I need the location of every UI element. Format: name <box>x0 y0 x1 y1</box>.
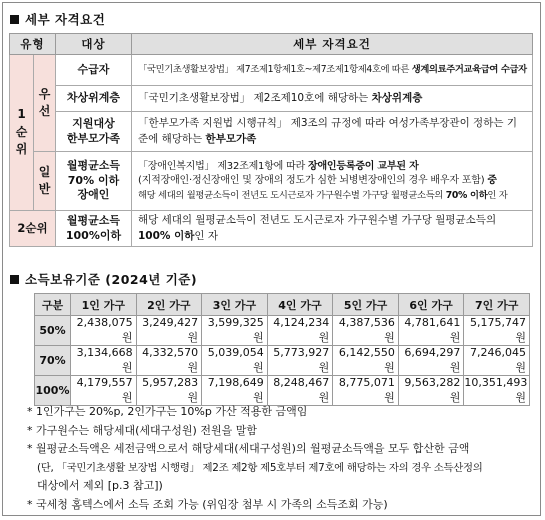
target-income-100: 월평균소득 100%이하 <box>56 211 132 247</box>
income-cell: 3,249,427원 <box>136 316 202 346</box>
desc-single-parent: 「한부모가족 지원법 시행규칙」 제3조의 규정에 따라 여성가족부장관이 정하는 기준에 해당하는 한부모가족 <box>132 112 533 152</box>
desc-recipient: 「국민기초생활보장법」 제7조제1항제1호~제7조제1항제4호에 따른 생계의료주거교육급여 수급자 <box>132 55 533 86</box>
square-bullet-icon <box>10 15 19 24</box>
footnote: * 1인가구는 20%p, 2인가구는 10%p 가산 적용한 금액임 <box>27 405 308 418</box>
income-header-cell: 구분 <box>35 294 71 316</box>
header-type: 유형 <box>10 34 56 55</box>
priority-2-label: 2순위 <box>10 211 56 247</box>
target-single-parent: 지원대상 한부모가족 <box>56 112 132 152</box>
income-header-cell: 7인 가구 <box>464 294 530 316</box>
income-table <box>34 293 530 406</box>
income-cell: 6,694,297원 <box>398 346 464 376</box>
income-cell: 7,246,045원 <box>464 346 530 376</box>
income-cell: 8,775,071원 <box>333 376 399 406</box>
section-title-requirements: 세부 자격요건 <box>10 10 105 28</box>
income-cell: 5,773,927원 <box>267 346 333 376</box>
footnote: * 월평균소득액은 세전금액으로서 해당세대(세대구성원)의 월평균소득액을 모두 합산한 금액 <box>27 442 470 455</box>
income-header-cell: 3인 가구 <box>202 294 268 316</box>
target-recipient: 수급자 <box>56 55 132 86</box>
income-header-cell: 6인 가구 <box>398 294 464 316</box>
target-disabled: 월평균소득 70% 이하 장애인 <box>56 152 132 211</box>
income-header-cell: 5인 가구 <box>333 294 399 316</box>
income-cell: 2,438,075원 <box>71 316 137 346</box>
income-cell: 4,781,641원 <box>398 316 464 346</box>
income-pct-label: 70% <box>35 346 71 376</box>
footnotes <box>27 403 532 514</box>
requirements-table <box>9 33 533 247</box>
header-target: 대상 <box>56 34 132 55</box>
income-header-row <box>35 294 530 316</box>
group-priority-label: 우 선 <box>34 55 56 152</box>
income-cell: 3,599,325원 <box>202 316 268 346</box>
desc-near-poverty: 「국민기초생활보장법」 제2조제10호에 해당하는 차상위계층 <box>132 86 533 112</box>
income-cell: 10,351,493원 <box>464 376 530 406</box>
priority-1-label: 1 순 위 <box>10 55 34 211</box>
income-row-100 <box>35 376 530 406</box>
target-near-poverty: 차상위계층 <box>56 86 132 112</box>
income-pct-label: 100% <box>35 376 71 406</box>
header-requirements: 세부 자격요건 <box>132 34 533 55</box>
group-general-label: 일 반 <box>34 152 56 211</box>
square-bullet-icon <box>10 275 19 284</box>
income-cell: 5,175,747원 <box>464 316 530 346</box>
desc-disabled: 「장애인복지법」 제32조제1항에 따라 장애인등록증이 교부된 자 (지적장애인·정신장애인 및 장애의 정도가 심한 뇌병변장애인의 경우 배우자 포함) 중 해당 세대의 월평균소득이 전년도 도시근로자 가구원수별 가구당 월평균소득의 70% 이하인 자 <box>132 152 533 211</box>
income-cell: 4,387,536원 <box>333 316 399 346</box>
income-header-cell: 4인 가구 <box>267 294 333 316</box>
income-cell: 6,142,550원 <box>333 346 399 376</box>
income-cell: 4,179,557원 <box>71 376 137 406</box>
income-cell: 9,563,282원 <box>398 376 464 406</box>
footnote: 대상에서 제외 [p.3 참고]) <box>37 479 163 492</box>
income-pct-label: 50% <box>35 316 71 346</box>
footnote: (단, 「국민기초생활 보장법 시행령」 제2조 제2항 제5호부터 제7호에 해당하는 자의 경우 소득산정의 <box>37 461 483 474</box>
income-cell: 5,039,054원 <box>202 346 268 376</box>
income-cell: 4,332,570원 <box>136 346 202 376</box>
footnote: * 국세청 홈텍스에서 소득 조회 가능 (위임장 첨부 시 가족의 소득조회 가능) <box>27 497 388 511</box>
desc-income-100: 해당 세대의 월평균소득이 전년도 도시근로자 가구원수별 가구당 월평균소득의 100% 이하인 자 <box>132 211 533 247</box>
requirements-header-row <box>10 34 533 55</box>
income-row-70 <box>35 346 530 376</box>
income-header-cell: 1인 가구 <box>71 294 137 316</box>
income-cell: 5,957,283원 <box>136 376 202 406</box>
income-cell: 4,124,234원 <box>267 316 333 346</box>
income-cell: 8,248,467원 <box>267 376 333 406</box>
income-header-cell: 2인 가구 <box>136 294 202 316</box>
income-cell: 7,198,649원 <box>202 376 268 406</box>
section-title-income: 소득보유기준 (2024년 기준) <box>10 270 197 288</box>
income-cell: 3,134,668원 <box>71 346 137 376</box>
footnote: * 가구원수는 해당세대(세대구성원) 전원을 말함 <box>27 423 257 437</box>
income-row-50 <box>35 316 530 346</box>
